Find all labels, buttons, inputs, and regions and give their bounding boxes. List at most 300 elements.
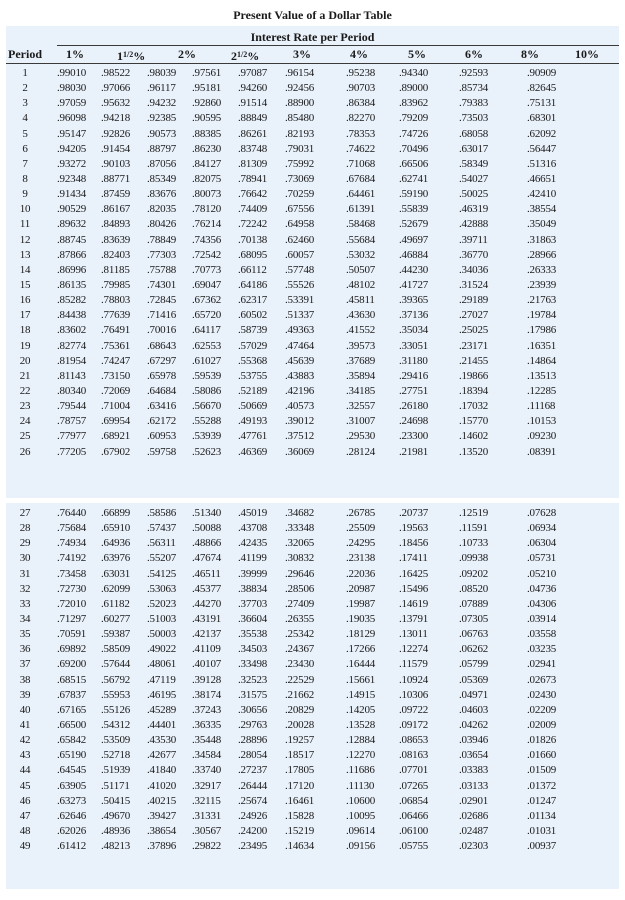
value-cell: .23495 [238, 840, 268, 853]
value-cell: .28966 [527, 248, 557, 261]
column-header-rate-main: 4% [350, 47, 368, 61]
value-cell: .58586 [147, 507, 177, 519]
value-cell: .93272 [57, 157, 87, 170]
value-cell: .49670 [101, 809, 131, 822]
value-cell: .48102 [346, 278, 376, 291]
value-cell: .18517 [285, 749, 315, 762]
value-cell: .96154 [285, 67, 315, 79]
value-cell: .43708 [238, 522, 268, 535]
value-cell: .33740 [192, 764, 222, 777]
value-cell: .65842 [57, 734, 87, 747]
value-cell: .42137 [192, 628, 222, 641]
value-cell: .57748 [285, 263, 315, 276]
period-cell: 4 [22, 112, 28, 125]
value-cell: .79985 [101, 278, 131, 291]
value-cell: .79383 [459, 97, 489, 110]
value-cell: .67556 [285, 203, 315, 216]
value-cell: .24367 [285, 643, 315, 656]
value-cell: .77977 [57, 430, 87, 443]
value-cell: .07305 [459, 612, 489, 625]
value-cell: .24200 [238, 824, 268, 837]
value-cell: .58468 [346, 218, 376, 231]
value-cell: .86167 [101, 203, 131, 216]
value-cell: .61027 [192, 354, 222, 367]
period-cell: 22 [19, 384, 31, 397]
value-cell: .75992 [285, 157, 315, 170]
value-cell: .53939 [192, 430, 222, 443]
value-cell: .26180 [399, 400, 429, 413]
value-cell: .14619 [399, 597, 429, 610]
column-header-rate [293, 47, 311, 62]
period-cell: 40 [19, 703, 31, 716]
value-cell: .08520 [459, 582, 489, 595]
value-cell: .66500 [57, 718, 87, 731]
value-cell: .51003 [147, 612, 177, 625]
value-cell: .60502 [238, 309, 268, 322]
value-cell: .50003 [147, 628, 177, 641]
value-cell: .82403 [101, 248, 131, 261]
value-cell: .61182 [101, 597, 130, 610]
table-row [6, 339, 619, 354]
value-cell: .62172 [147, 415, 177, 428]
value-cell: .94218 [101, 112, 131, 125]
value-cell: .27027 [459, 309, 489, 322]
value-cell: .02303 [459, 840, 489, 853]
value-cell: .52679 [399, 218, 429, 231]
value-cell: .35538 [238, 628, 268, 641]
value-cell: .67362 [192, 294, 222, 307]
value-cell: .16425 [399, 567, 429, 580]
value-cell: .68095 [238, 248, 268, 261]
period-cell: 34 [19, 612, 31, 625]
value-cell: .40215 [147, 794, 177, 807]
value-cell: .88745 [57, 233, 87, 246]
value-cell: .77639 [101, 309, 131, 322]
value-cell: .13791 [399, 612, 429, 625]
value-cell: .88771 [101, 172, 131, 185]
column-header-rate [350, 47, 368, 62]
value-cell: .17805 [285, 764, 315, 777]
table-row [6, 248, 619, 263]
value-cell: .64958 [285, 218, 315, 231]
value-cell: .49193 [238, 415, 268, 428]
value-cell: .40573 [285, 400, 315, 413]
value-cell: .47674 [192, 552, 222, 565]
value-cell: .89000 [399, 82, 429, 95]
table-row [6, 582, 619, 597]
value-cell: .67837 [57, 688, 87, 701]
value-cell: .71297 [57, 612, 87, 625]
value-cell: .90103 [101, 157, 131, 170]
value-cell: .85282 [57, 294, 87, 307]
value-cell: .43530 [147, 734, 177, 747]
value-cell: .35894 [346, 369, 376, 382]
period-cell: 33 [19, 597, 31, 610]
value-cell: .41020 [147, 779, 177, 792]
value-cell: .38834 [238, 582, 268, 595]
value-cell: .70138 [238, 233, 268, 246]
value-cell: .19035 [346, 612, 376, 625]
value-cell: .15661 [346, 673, 376, 686]
value-cell: .63976 [101, 552, 131, 565]
value-cell: .94232 [147, 97, 177, 110]
value-cell: .86384 [346, 97, 376, 110]
table-row [6, 399, 619, 414]
value-cell: .50088 [192, 522, 222, 535]
value-cell: .25509 [346, 522, 376, 535]
value-cell: .24926 [238, 809, 268, 822]
value-cell: .05755 [399, 840, 429, 853]
value-cell: .14602 [459, 430, 489, 443]
value-cell: .77303 [147, 248, 177, 261]
value-cell: .90573 [147, 127, 177, 140]
value-cell: .27237 [238, 764, 268, 777]
value-cell: .91454 [101, 142, 131, 155]
value-cell: .81143 [57, 369, 86, 382]
value-cell: .11579 [399, 658, 428, 671]
value-cell: .86261 [238, 127, 268, 140]
table-row [6, 278, 619, 293]
value-cell: .92385 [147, 112, 177, 125]
value-cell: .99010 [57, 67, 87, 79]
value-cell: .38554 [527, 203, 557, 216]
column-header-rate-fraction: 1/2 [237, 50, 248, 59]
value-cell: .37896 [147, 840, 177, 853]
value-cell: .19987 [346, 597, 376, 610]
table-row [6, 414, 619, 429]
table-row [6, 81, 619, 96]
value-cell: .42196 [285, 384, 315, 397]
period-cell: 21 [19, 369, 31, 382]
table-row [6, 763, 619, 778]
value-cell: .36770 [459, 248, 489, 261]
header-bottom-rule [6, 63, 619, 64]
table-row [6, 308, 619, 323]
value-cell: .03383 [459, 764, 489, 777]
value-cell: .50415 [101, 794, 131, 807]
column-header-rate-suffix: % [133, 49, 146, 63]
value-cell: .64117 [192, 324, 221, 337]
value-cell: .70496 [399, 142, 429, 155]
value-cell: .71004 [101, 400, 131, 413]
value-cell: .34036 [459, 263, 489, 276]
period-cell: 47 [19, 809, 31, 822]
value-cell: .35049 [527, 218, 557, 231]
value-cell: .57644 [101, 658, 131, 671]
value-cell: .01372 [527, 779, 557, 792]
value-cell: .64461 [346, 188, 376, 201]
value-cell: .47464 [285, 339, 315, 352]
value-cell: .71416 [147, 309, 177, 322]
value-cell: .14205 [346, 703, 376, 716]
value-cell: .27409 [285, 597, 315, 610]
period-cell: 43 [19, 749, 31, 762]
column-header-rate [521, 47, 539, 62]
value-cell: .98039 [147, 67, 177, 79]
value-cell: .42888 [459, 218, 489, 231]
value-cell: .28054 [238, 749, 268, 762]
value-cell: .39573 [346, 339, 376, 352]
value-cell: .36069 [285, 445, 315, 458]
column-header-rate-main: 3% [293, 47, 311, 61]
value-cell: .53755 [238, 369, 268, 382]
period-cell: 9 [22, 188, 28, 201]
value-cell: .59539 [192, 369, 222, 382]
value-cell: .67297 [147, 354, 177, 367]
value-cell: .68921 [101, 430, 131, 443]
value-cell: .70259 [285, 188, 315, 201]
value-cell: .73503 [459, 112, 489, 125]
value-cell: .43191 [192, 612, 222, 625]
value-cell: .75361 [101, 339, 131, 352]
value-cell: .74726 [399, 127, 429, 140]
table-row [6, 794, 619, 809]
value-cell: .09614 [346, 824, 376, 837]
value-cell: .69200 [57, 658, 87, 671]
value-cell: .85349 [147, 172, 177, 185]
value-cell: .14915 [346, 688, 376, 701]
value-cell: .46511 [192, 567, 221, 580]
table-row [6, 384, 619, 399]
value-cell: .09172 [399, 718, 429, 731]
table-panel-bottom [6, 503, 619, 889]
value-cell: .07628 [527, 507, 557, 519]
value-cell: .02209 [527, 703, 557, 716]
value-cell: .84127 [192, 157, 222, 170]
value-cell: .10600 [346, 794, 376, 807]
value-cell: .01134 [527, 809, 556, 822]
value-cell: .20737 [399, 507, 429, 519]
value-cell: .32557 [346, 400, 376, 413]
value-cell: .03558 [527, 628, 557, 641]
value-cell: .82075 [192, 172, 222, 185]
value-cell: .26333 [527, 263, 557, 276]
period-cell: 10 [19, 203, 31, 216]
value-cell: .09202 [459, 567, 489, 580]
value-cell: .92348 [57, 172, 87, 185]
value-cell: .41552 [346, 324, 376, 337]
value-cell: .05369 [459, 673, 489, 686]
value-cell: .46369 [238, 445, 268, 458]
column-header-rate [66, 47, 84, 62]
value-cell: .69047 [192, 278, 222, 291]
value-cell: .07889 [459, 597, 489, 610]
period-cell: 11 [19, 218, 31, 231]
value-cell: .14634 [285, 840, 315, 853]
value-cell: .64936 [101, 537, 131, 550]
value-cell: .95632 [101, 97, 131, 110]
value-cell: .50669 [238, 400, 268, 413]
value-cell: .63416 [147, 400, 177, 413]
value-cell: .13528 [346, 718, 376, 731]
value-cell: .58349 [459, 157, 489, 170]
table-panel-top [6, 26, 619, 498]
value-cell: .52023 [147, 597, 177, 610]
value-cell: .78941 [238, 172, 268, 185]
value-cell: .65190 [57, 749, 87, 762]
value-cell: .74356 [192, 233, 222, 246]
value-cell: .28506 [285, 582, 315, 595]
table-row [6, 96, 619, 111]
value-cell: .97561 [192, 67, 222, 79]
value-cell: .60277 [101, 612, 131, 625]
period-cell: 15 [19, 278, 31, 291]
value-cell: .21763 [527, 294, 557, 307]
value-cell: .16444 [346, 658, 376, 671]
value-cell: .11168 [527, 400, 556, 413]
value-cell: .23138 [346, 552, 376, 565]
value-cell: .13513 [527, 369, 557, 382]
period-cell: 3 [22, 97, 28, 110]
value-cell: .90703 [346, 82, 376, 95]
value-cell: .88385 [192, 127, 222, 140]
value-cell: .18394 [459, 384, 489, 397]
value-cell: .41840 [147, 764, 177, 777]
value-cell: .17266 [346, 643, 376, 656]
value-cell: .55953 [101, 688, 131, 701]
value-cell: .32065 [285, 537, 315, 550]
value-cell: .48936 [101, 824, 131, 837]
value-cell: .32917 [192, 779, 222, 792]
value-cell: .02009 [527, 718, 557, 731]
value-cell: .67165 [57, 703, 87, 716]
value-cell: .07701 [399, 764, 429, 777]
value-cell: .07265 [399, 779, 429, 792]
column-header-rate-main: 1% [66, 47, 84, 61]
value-cell: .46319 [459, 203, 489, 216]
value-cell: .15828 [285, 809, 315, 822]
table-row [6, 567, 619, 582]
value-cell: .43883 [285, 369, 315, 382]
value-cell: .52718 [101, 749, 131, 762]
value-cell: .41109 [192, 643, 221, 656]
value-cell: .94260 [238, 82, 268, 95]
value-cell: .51171 [101, 779, 130, 792]
value-cell: .19563 [399, 522, 429, 535]
value-cell: .02901 [459, 794, 489, 807]
value-cell: .79544 [57, 400, 87, 413]
value-cell: .09156 [346, 840, 376, 853]
value-cell: .39427 [147, 809, 177, 822]
period-cell: 28 [19, 522, 31, 535]
value-cell: .62317 [238, 294, 268, 307]
value-cell: .19866 [459, 369, 489, 382]
table-row [6, 642, 619, 657]
value-cell: .78353 [346, 127, 376, 140]
value-cell: .32523 [238, 673, 268, 686]
value-cell: .62099 [101, 582, 131, 595]
column-header-row [6, 47, 619, 62]
column-header-rate [575, 47, 599, 62]
table-row [6, 354, 619, 369]
period-cell: 39 [19, 688, 31, 701]
table-row [6, 703, 619, 718]
value-cell: .37512 [285, 430, 315, 443]
value-cell: .50507 [346, 263, 376, 276]
value-cell: .68058 [459, 127, 489, 140]
value-cell: .63905 [57, 779, 87, 792]
value-cell: .42677 [147, 749, 177, 762]
value-cell: .30567 [192, 824, 222, 837]
value-cell: .09938 [459, 552, 489, 565]
value-cell: .80426 [147, 218, 177, 231]
value-cell: .42410 [527, 188, 557, 201]
value-cell: .31575 [238, 688, 268, 701]
value-cell: .36604 [238, 612, 268, 625]
value-cell: .35448 [192, 734, 222, 747]
value-cell: .49697 [399, 233, 429, 246]
value-cell: .59758 [147, 445, 177, 458]
table-row [6, 597, 619, 612]
value-cell: .15219 [285, 824, 315, 837]
value-cell: .98030 [57, 82, 87, 95]
value-cell: .45019 [238, 507, 268, 519]
value-cell: .75788 [147, 263, 177, 276]
period-cell: 44 [19, 764, 31, 777]
table-title: Present Value of a Dollar Table [233, 8, 392, 22]
table-subtitle: Interest Rate per Period [250, 30, 375, 44]
value-cell: .01660 [527, 749, 557, 762]
table-row [6, 157, 619, 172]
value-cell: .47761 [238, 430, 268, 443]
value-cell: .44270 [192, 597, 222, 610]
value-cell: .76491 [101, 324, 131, 337]
column-header-rate [408, 47, 426, 62]
value-cell: .52623 [192, 445, 222, 458]
value-cell: .31863 [527, 233, 557, 246]
value-cell: .01247 [527, 794, 557, 807]
value-cell: .16351 [527, 339, 557, 352]
value-cell: .06466 [399, 809, 429, 822]
period-cell: 8 [22, 172, 28, 185]
period-cell: 7 [22, 157, 28, 170]
value-cell: .11130 [346, 779, 375, 792]
period-cell: 6 [22, 142, 28, 155]
value-cell: .80340 [57, 384, 87, 397]
value-cell: .02487 [459, 824, 489, 837]
value-cell: .84438 [57, 309, 87, 322]
value-cell: .37703 [238, 597, 268, 610]
value-cell: .66112 [238, 263, 267, 276]
table-row [6, 187, 619, 202]
value-cell: .63273 [57, 794, 87, 807]
value-cell: .17411 [399, 552, 428, 565]
column-header-rate [465, 47, 483, 62]
value-cell: .12285 [527, 384, 557, 397]
value-cell: .06100 [399, 824, 429, 837]
value-cell: .28124 [346, 445, 376, 458]
value-cell: .48213 [101, 840, 131, 853]
value-cell: .23171 [459, 339, 489, 352]
value-cell: .70773 [192, 263, 222, 276]
value-cell: .06934 [527, 522, 557, 535]
value-cell: .59387 [101, 628, 131, 641]
value-cell: .29763 [238, 718, 268, 731]
value-cell: .29646 [285, 567, 315, 580]
value-cell: .25025 [459, 324, 489, 337]
value-cell: .22529 [285, 673, 315, 686]
table-row [6, 127, 619, 142]
value-cell: .29189 [459, 294, 489, 307]
value-cell: .11591 [459, 522, 488, 535]
period-cell: 38 [19, 673, 31, 686]
value-cell: .72010 [57, 597, 87, 610]
table-row [6, 733, 619, 748]
value-cell: .10733 [459, 537, 489, 550]
value-cell: .69892 [57, 643, 87, 656]
value-cell: .10153 [527, 415, 557, 428]
value-cell: .74192 [57, 552, 87, 565]
